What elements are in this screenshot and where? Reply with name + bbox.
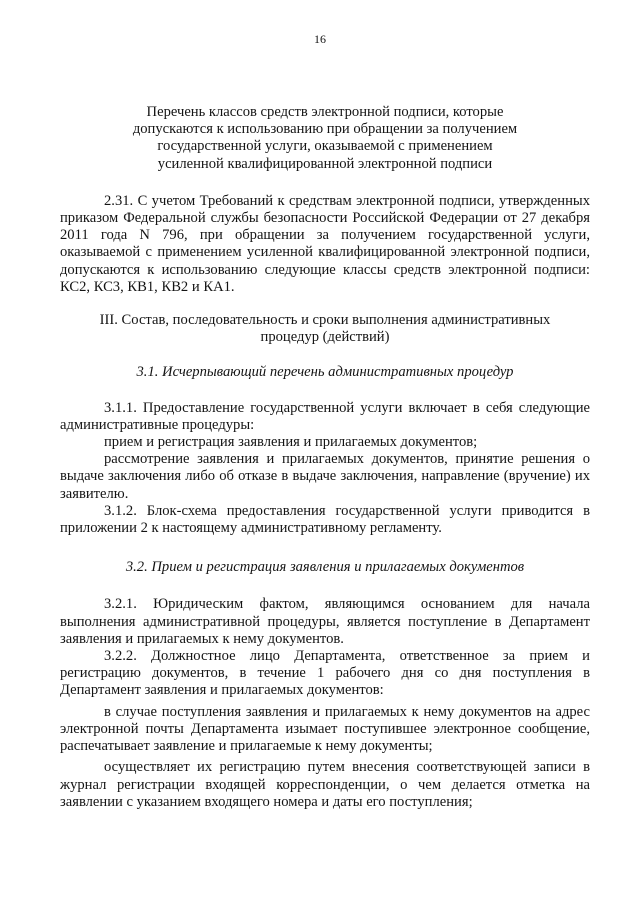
paragraph-3-2-1: 3.2.1. Юридическим фактом, являющимся основанием для начала выполнения административной процедуры, является поступление в Департамент заявления и прилагаемых к нему документов.: [60, 596, 590, 647]
section-3-line: процедур (действий): [260, 329, 390, 346]
title-line: Перечень классов средств электронной подписи, которые: [146, 104, 504, 120]
title-line: допускаются к использованию при обращении за получением: [132, 121, 518, 138]
subheading-3-2: 3.2. Прием и регистрация заявления и прилагаемых документов: [125, 559, 525, 576]
section-title: [60, 104, 590, 173]
page-number: 16: [314, 32, 326, 46]
title-line: усиленной квалифицированной электронной подписи: [157, 155, 493, 172]
section-3-heading: [60, 312, 590, 346]
paragraph-3-2-2-item-a: в случае поступления заявления и прилагаемых к нему документов на адрес электронной почты Департамента изымает поступившее электронное сообщение, распечатывает заявление и прилагаемые к нему документы;: [60, 703, 590, 755]
document-body: [60, 104, 590, 811]
paragraph-3-1-1-item-b: рассмотрение заявления и прилагаемых документов, принятие решения о выдаче заключения либо об отказе в выдаче заключения, направление (вручение) их заявителю.: [60, 451, 590, 502]
paragraph-3-1-2: 3.1.2. Блок-схема предоставления государственной услуги приводится в приложении 2 к настоящему административному регламенту.: [60, 502, 590, 537]
subheading-3-1: 3.1. Исчерпывающий перечень административных процедур: [136, 364, 514, 381]
paragraph-2-31: 2.31. С учетом Требований к средствам электронной подписи, утвержденных приказом Федеральной службы безопасности Российской Федерации от 27 декабря 2011 года N 796, при обращении за получением государственной услуги, оказываемой с применением усиленной квалифицированной электронной подписи, допускаются к использованию следующие классы средств электронной подписи: КС2, КС3, КВ1, КВ2 и КА1.: [60, 192, 590, 295]
title-line: государственной услуги, оказываемой с применением: [157, 138, 493, 155]
paragraph-3-2-2: 3.2.2. Должностное лицо Департамента, ответственное за прием и регистрацию документов, в течение 1 рабочего дня со дня поступления в Департамент заявления и прилагаемых документов:: [60, 648, 590, 699]
paragraph-3-1-1: 3.1.1. Предоставление государственной услуги включает в себя следующие административные процедуры:: [60, 399, 590, 433]
paragraph-3-1-1-item-a: прием и регистрация заявления и прилагаемых документов;: [104, 434, 478, 451]
paragraph-3-2-2-item-b: осуществляет их регистрацию путем внесения соответствующей записи в журнал регистрации входящей корреспонденции, о чем делается отметка на заявлении с указанием входящего номера и даты его поступления;: [60, 759, 590, 810]
section-3-line: III. Состав, последовательность и сроки выполнения административных: [99, 312, 551, 329]
